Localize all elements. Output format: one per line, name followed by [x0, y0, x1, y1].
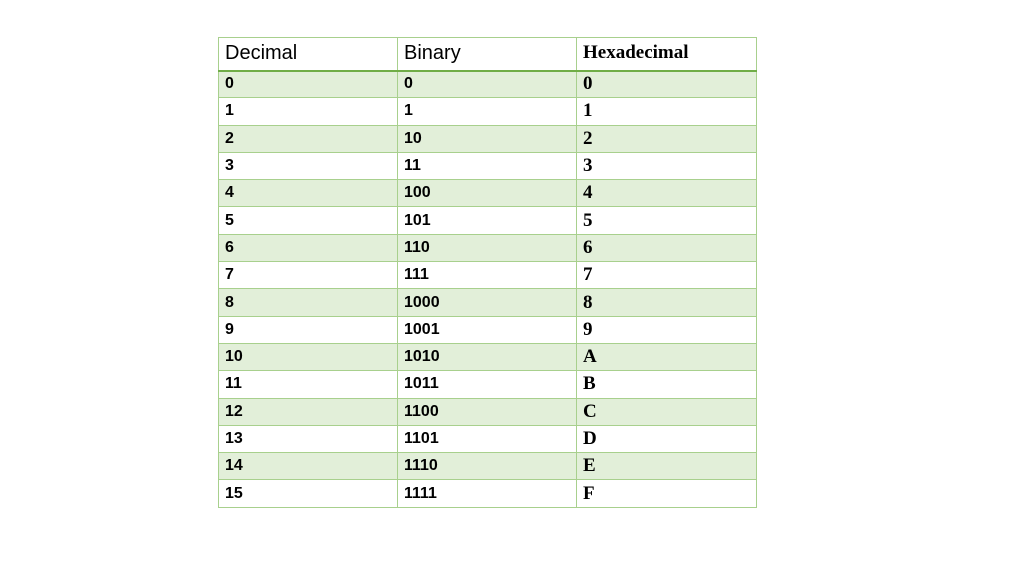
table-row	[219, 234, 757, 261]
table-row	[219, 425, 757, 452]
hexadecimal-cell: 1	[577, 98, 757, 125]
decimal-cell: 3	[219, 152, 398, 179]
hexadecimal-cell: 4	[577, 180, 757, 207]
decimal-column-header: Decimal	[219, 38, 398, 71]
decimal-cell: 10	[219, 343, 398, 370]
binary-cell: 100	[398, 180, 577, 207]
binary-cell: 101	[398, 207, 577, 234]
binary-cell: 110	[398, 234, 577, 261]
table-row	[219, 453, 757, 480]
table-header	[219, 38, 757, 71]
decimal-cell: 12	[219, 398, 398, 425]
table-row	[219, 371, 757, 398]
table-row	[219, 207, 757, 234]
binary-cell: 11	[398, 152, 577, 179]
table-row	[219, 180, 757, 207]
hexadecimal-cell: 0	[577, 71, 757, 98]
decimal-cell: 2	[219, 125, 398, 152]
binary-cell: 1011	[398, 371, 577, 398]
decimal-cell: 6	[219, 234, 398, 261]
hexadecimal-cell: 2	[577, 125, 757, 152]
hexadecimal-column-header: Hexadecimal	[577, 38, 757, 71]
hexadecimal-cell: 3	[577, 152, 757, 179]
binary-cell: 111	[398, 262, 577, 289]
hexadecimal-cell: 8	[577, 289, 757, 316]
table-row	[219, 152, 757, 179]
hexadecimal-cell: 5	[577, 207, 757, 234]
binary-column-header: Binary	[398, 38, 577, 71]
decimal-cell: 5	[219, 207, 398, 234]
table-row	[219, 289, 757, 316]
hexadecimal-cell: B	[577, 371, 757, 398]
hexadecimal-cell: 7	[577, 262, 757, 289]
table-row	[219, 98, 757, 125]
table-row	[219, 316, 757, 343]
binary-cell: 1100	[398, 398, 577, 425]
binary-cell: 1	[398, 98, 577, 125]
table-row	[219, 480, 757, 507]
table-row	[219, 71, 757, 98]
decimal-cell: 7	[219, 262, 398, 289]
decimal-cell: 9	[219, 316, 398, 343]
table-row	[219, 398, 757, 425]
decimal-cell: 15	[219, 480, 398, 507]
hexadecimal-cell: A	[577, 343, 757, 370]
hexadecimal-cell: C	[577, 398, 757, 425]
binary-cell: 1111	[398, 480, 577, 507]
hexadecimal-cell: 6	[577, 234, 757, 261]
header-row	[219, 38, 757, 71]
binary-cell: 1101	[398, 425, 577, 452]
binary-cell: 1001	[398, 316, 577, 343]
decimal-cell: 4	[219, 180, 398, 207]
decimal-cell: 1	[219, 98, 398, 125]
table-body	[219, 71, 757, 508]
binary-cell: 1000	[398, 289, 577, 316]
decimal-cell: 13	[219, 425, 398, 452]
table-row	[219, 262, 757, 289]
table-row	[219, 343, 757, 370]
hexadecimal-cell: E	[577, 453, 757, 480]
decimal-cell: 14	[219, 453, 398, 480]
decimal-cell: 11	[219, 371, 398, 398]
decimal-cell: 8	[219, 289, 398, 316]
binary-cell: 1010	[398, 343, 577, 370]
binary-cell: 10	[398, 125, 577, 152]
number-conversion-table	[218, 37, 757, 508]
hexadecimal-cell: F	[577, 480, 757, 507]
decimal-cell: 0	[219, 71, 398, 98]
table-row	[219, 125, 757, 152]
binary-cell: 1110	[398, 453, 577, 480]
hexadecimal-cell: D	[577, 425, 757, 452]
hexadecimal-cell: 9	[577, 316, 757, 343]
binary-cell: 0	[398, 71, 577, 98]
